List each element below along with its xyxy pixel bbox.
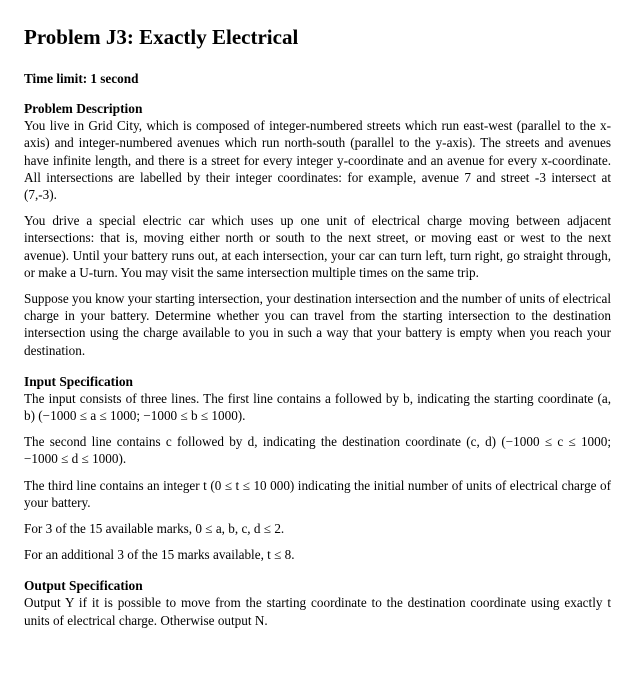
- input-paragraph-3: The third line contains an integer t (0 ≤ t ≤ 10 000) indicating the initial number of units of electrical charge of your battery.: [24, 477, 611, 510]
- input-paragraph-2: The second line contains c followed by d, indicating the destination coordinate (c, d) (−1000 ≤ c ≤ 1000; −1000 ≤ d ≤ 1000).: [24, 434, 611, 467]
- output-specification-section: [24, 577, 611, 628]
- description-paragraph-3: Suppose you know your starting intersection, your destination intersection and the number of units of electrical charge in your battery. Determine whether you can travel from the starting intersection to the destination intersection using the charge available to you in such a way that your battery is empty when you reach your destination.: [24, 290, 611, 358]
- input-paragraph-1: The input consists of three lines. The first line contains a followed by b, indicating the starting coordinate (a, b) (−1000 ≤ a ≤ 1000; −1000 ≤ b ≤ 1000).: [24, 390, 611, 423]
- output-specification-heading: Output Specification: [24, 578, 143, 594]
- problem-title: Problem J3: Exactly Electrical: [24, 25, 299, 49]
- description-paragraph-1: You live in Grid City, which is composed of integer-numbered streets which run east-west (parallel to the x-axis) and integer-numbered avenues which run north-south (parallel to the y-axis). The streets and avenues have infinite length, and there is a street for every integer y-coordinate and an avenue for every x-coordinate. All intersections are labelled by their integer coordinates: for example, avenue 7 and street -3 intersect at (7,-3).: [24, 118, 611, 202]
- problem-description-section: [24, 100, 611, 359]
- input-paragraph-5: For an additional 3 of the 15 marks available, t ≤ 8.: [24, 547, 295, 563]
- input-paragraph-4: For 3 of the 15 available marks, 0 ≤ a, b, c, d ≤ 2.: [24, 520, 285, 536]
- description-paragraph-2: You drive a special electric car which uses up one unit of electrical charge moving between adjacent intersections: that is, moving either north or south to the next street, or moving east or west to the next avenue). Until your battery runs out, at each intersection, your car can turn left, turn right, go straight through, or make a U-turn. You may visit the same intersection multiple times on the same trip.: [24, 213, 611, 280]
- input-specification-heading: Input Specification: [24, 373, 134, 389]
- time-limit: Time limit: 1 second: [24, 71, 139, 87]
- output-paragraph-1: Output Y if it is possible to move from the starting coordinate to the destination coordinate using exactly t units of electrical charge. Otherwise output N.: [24, 595, 611, 628]
- input-specification-section: [24, 373, 611, 564]
- problem-description-heading: Problem Description: [24, 101, 143, 117]
